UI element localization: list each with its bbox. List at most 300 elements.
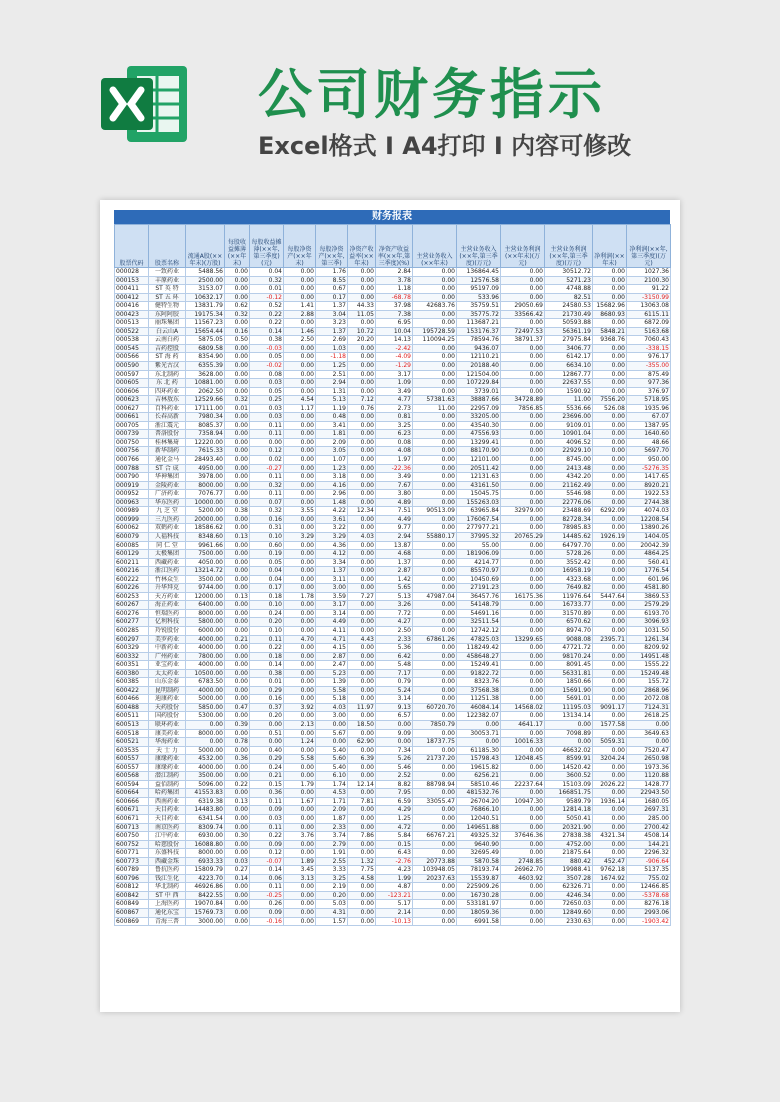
value-cell[interactable]: 4.87 — [376, 883, 413, 892]
value-cell[interactable]: 3.74 — [316, 832, 348, 841]
value-cell[interactable]: 0.00 — [593, 413, 627, 422]
stock-code-cell[interactable]: 600557 — [115, 755, 149, 764]
value-cell[interactable]: 6193.70 — [627, 609, 671, 618]
value-cell[interactable]: 0.00 — [284, 883, 316, 892]
stock-name-cell[interactable]: ST 五 环 — [149, 293, 186, 302]
value-cell[interactable]: 13890.26 — [627, 524, 671, 533]
value-cell[interactable]: 0.01 — [225, 404, 250, 413]
value-cell[interactable]: 0.00 — [593, 370, 627, 379]
value-cell[interactable]: 0.00 — [225, 712, 250, 721]
value-cell[interactable]: 0.20 — [250, 618, 284, 627]
value-cell[interactable]: 2.09 — [316, 438, 348, 447]
value-cell[interactable]: 0.00 — [376, 720, 413, 729]
value-cell[interactable]: 5728.26 — [545, 550, 593, 559]
value-cell[interactable]: 5.46 — [376, 763, 413, 772]
value-cell[interactable]: 0.00 — [413, 729, 457, 738]
value-cell[interactable]: 2.84 — [376, 268, 413, 277]
value-cell[interactable]: 4.58 — [348, 874, 376, 883]
value-cell[interactable]: 3.92 — [284, 703, 316, 712]
value-cell[interactable]: 0.00 — [348, 430, 376, 439]
value-cell[interactable]: 5546.98 — [545, 490, 593, 499]
value-cell[interactable]: 3.04 — [316, 310, 348, 319]
value-cell[interactable]: 0.00 — [413, 438, 457, 447]
value-cell[interactable]: 1261.34 — [627, 635, 671, 644]
value-cell[interactable]: 0.17 — [316, 293, 348, 302]
value-cell[interactable]: 0.00 — [413, 515, 457, 524]
stock-code-cell[interactable]: 600796 — [115, 874, 149, 883]
value-cell[interactable]: 0.00 — [413, 430, 457, 439]
value-cell[interactable]: 1.46 — [284, 327, 316, 336]
value-cell[interactable]: 4.03 — [316, 703, 348, 712]
value-cell[interactable]: 0.00 — [348, 823, 376, 832]
value-cell[interactable]: 2.87 — [316, 652, 348, 661]
value-cell[interactable]: 122382.07 — [457, 712, 501, 721]
stock-name-cell[interactable]: 天目药业 — [149, 815, 186, 824]
value-cell[interactable]: 26704.20 — [457, 797, 501, 806]
value-cell[interactable]: 8091.45 — [545, 661, 593, 670]
value-cell[interactable]: 0.00 — [413, 447, 457, 456]
value-cell[interactable]: 57381.63 — [413, 396, 457, 405]
value-cell[interactable]: 4.43 — [348, 635, 376, 644]
stock-name-cell[interactable]: 云南白药 — [149, 336, 186, 345]
value-cell[interactable]: 22929.10 — [545, 447, 593, 456]
value-cell[interactable]: 0.20 — [250, 712, 284, 721]
value-cell[interactable]: 0.00 — [284, 626, 316, 635]
value-cell[interactable]: 16088.80 — [186, 840, 225, 849]
value-cell[interactable]: 0.00 — [413, 370, 457, 379]
value-cell[interactable]: 0.00 — [593, 567, 627, 576]
value-cell[interactable]: 18737.75 — [413, 738, 457, 747]
value-cell[interactable]: 0.00 — [225, 849, 250, 858]
value-cell[interactable]: 0.00 — [593, 285, 627, 294]
value-cell[interactable]: -338.15 — [627, 344, 671, 353]
value-cell[interactable]: 5.40 — [316, 746, 348, 755]
value-cell[interactable]: 153176.37 — [457, 327, 501, 336]
stock-code-cell[interactable]: 000919 — [115, 481, 149, 490]
value-cell[interactable]: 4246.34 — [545, 891, 593, 900]
value-cell[interactable]: 11.05 — [348, 310, 376, 319]
value-cell[interactable]: 0.14 — [250, 866, 284, 875]
value-cell[interactable]: 5.26 — [376, 755, 413, 764]
value-cell[interactable]: 0.00 — [413, 883, 457, 892]
value-cell[interactable]: 3.49 — [376, 473, 413, 482]
stock-code-cell[interactable]: 000412 — [115, 293, 149, 302]
value-cell[interactable]: -1903.42 — [627, 917, 671, 926]
value-cell[interactable]: 2993.06 — [627, 909, 671, 918]
value-cell[interactable]: 110094.25 — [413, 336, 457, 345]
value-cell[interactable]: 4752.00 — [545, 840, 593, 849]
value-cell[interactable]: 0.00 — [284, 575, 316, 584]
value-cell[interactable]: 0.47 — [225, 703, 250, 712]
value-cell[interactable]: 0.00 — [348, 772, 376, 781]
value-cell[interactable]: 0.00 — [348, 789, 376, 798]
stock-code-cell[interactable]: 600752 — [115, 840, 149, 849]
value-cell[interactable]: 62.90 — [348, 738, 376, 747]
stock-name-cell[interactable]: 双鹤药业 — [149, 524, 186, 533]
value-cell[interactable]: 0.40 — [250, 746, 284, 755]
value-cell[interactable]: 0.00 — [225, 456, 250, 465]
value-cell[interactable]: 601.96 — [627, 575, 671, 584]
stock-name-cell[interactable]: 康缘药业 — [149, 755, 186, 764]
value-cell[interactable]: 0.00 — [457, 738, 501, 747]
stock-code-cell[interactable]: 000590 — [115, 362, 149, 371]
value-cell[interactable]: 0.00 — [413, 917, 457, 926]
stock-code-cell[interactable]: 000756 — [115, 447, 149, 456]
stock-name-cell[interactable]: 广济药业 — [149, 490, 186, 499]
value-cell[interactable]: 0.00 — [225, 498, 250, 507]
value-cell[interactable]: 0.00 — [348, 319, 376, 328]
value-cell[interactable]: 0.00 — [593, 840, 627, 849]
value-cell[interactable]: 1674.92 — [593, 874, 627, 883]
value-cell[interactable]: 3.61 — [316, 515, 348, 524]
value-cell[interactable]: 0.00 — [284, 746, 316, 755]
stock-code-cell[interactable]: 000411 — [115, 285, 149, 294]
value-cell[interactable]: 0.00 — [413, 498, 457, 507]
value-cell[interactable]: 58510.46 — [457, 780, 501, 789]
value-cell[interactable]: 22957.09 — [457, 404, 501, 413]
stock-name-cell[interactable]: 吉药控股 — [149, 344, 186, 353]
value-cell[interactable]: 8000.00 — [186, 481, 225, 490]
value-cell[interactable]: 4.11 — [316, 626, 348, 635]
value-cell[interactable]: 0.00 — [593, 729, 627, 738]
value-cell[interactable]: 4.08 — [376, 447, 413, 456]
value-cell[interactable]: 0.00 — [413, 379, 457, 388]
value-cell[interactable]: 12220.00 — [186, 438, 225, 447]
value-cell[interactable]: 0.00 — [348, 370, 376, 379]
value-cell[interactable]: 1.41 — [284, 302, 316, 311]
value-cell[interactable]: 3.00 — [316, 712, 348, 721]
value-cell[interactable]: 7500.00 — [186, 550, 225, 559]
value-cell[interactable]: 0.00 — [413, 900, 457, 909]
value-cell[interactable]: 0.00 — [501, 362, 545, 371]
value-cell[interactable]: 0.00 — [593, 524, 627, 533]
value-cell[interactable]: 9109.01 — [545, 421, 593, 430]
value-cell[interactable]: 4074.03 — [627, 507, 671, 516]
value-cell[interactable]: 0.38 — [250, 336, 284, 345]
value-cell[interactable]: 0.00 — [348, 652, 376, 661]
stock-name-cell[interactable]: 紫光古汉 — [149, 362, 186, 371]
stock-code-cell[interactable]: 600849 — [115, 900, 149, 909]
value-cell[interactable]: 3.29 — [284, 532, 316, 541]
value-cell[interactable]: 1027.36 — [627, 268, 671, 277]
value-cell[interactable]: 0.00 — [501, 550, 545, 559]
stock-code-cell[interactable]: 603535 — [115, 746, 149, 755]
value-cell[interactable]: 12576.58 — [457, 276, 501, 285]
value-cell[interactable]: 0.00 — [225, 678, 250, 687]
value-cell[interactable]: 55.00 — [457, 541, 501, 550]
value-cell[interactable]: 0.00 — [348, 524, 376, 533]
stock-code-cell[interactable]: 600511 — [115, 712, 149, 721]
value-cell[interactable]: 0.00 — [225, 276, 250, 285]
value-cell[interactable]: 12.14 — [348, 780, 376, 789]
value-cell[interactable]: 0.30 — [225, 832, 250, 841]
value-cell[interactable]: 0.00 — [593, 276, 627, 285]
value-cell[interactable]: 8.82 — [376, 780, 413, 789]
value-cell[interactable]: 2.09 — [316, 806, 348, 815]
value-cell[interactable]: 14485.62 — [545, 532, 593, 541]
stock-code-cell[interactable]: 600216 — [115, 567, 149, 576]
value-cell[interactable]: 8680.93 — [593, 310, 627, 319]
value-cell[interactable]: 49325.32 — [457, 832, 501, 841]
value-cell[interactable]: 1.18 — [376, 285, 413, 294]
value-cell[interactable]: 1.39 — [316, 678, 348, 687]
value-cell[interactable]: 0.00 — [348, 763, 376, 772]
value-cell[interactable]: 3.00 — [316, 584, 348, 593]
value-cell[interactable]: 62326.71 — [545, 883, 593, 892]
value-cell[interactable]: 0.00 — [413, 550, 457, 559]
value-cell[interactable]: 0.03 — [250, 404, 284, 413]
value-cell[interactable]: 0.22 — [250, 310, 284, 319]
stock-code-cell[interactable]: 600773 — [115, 857, 149, 866]
value-cell[interactable]: 88170.90 — [457, 447, 501, 456]
value-cell[interactable]: 5848.21 — [593, 327, 627, 336]
value-cell[interactable]: 0.00 — [225, 524, 250, 533]
value-cell[interactable]: 0.00 — [593, 652, 627, 661]
value-cell[interactable]: 11.00 — [413, 404, 457, 413]
value-cell[interactable]: 4.53 — [316, 789, 348, 798]
value-cell[interactable]: 78985.83 — [545, 524, 593, 533]
value-cell[interactable]: 11976.64 — [545, 592, 593, 601]
stock-code-cell[interactable]: 600267 — [115, 601, 149, 610]
value-cell[interactable]: 31570.89 — [545, 609, 593, 618]
value-cell[interactable]: 0.00 — [348, 413, 376, 422]
stock-name-cell[interactable]: 天目药业 — [149, 806, 186, 815]
value-cell[interactable]: 0.11 — [250, 635, 284, 644]
value-cell[interactable]: 4223.70 — [186, 874, 225, 883]
value-cell[interactable]: 0.00 — [593, 584, 627, 593]
value-cell[interactable]: 0.00 — [501, 678, 545, 687]
value-cell[interactable]: 0.00 — [186, 738, 225, 747]
stock-name-cell[interactable]: 华北制药 — [149, 883, 186, 892]
value-cell[interactable]: 285.00 — [627, 815, 671, 824]
value-cell[interactable]: 0.00 — [501, 293, 545, 302]
value-cell[interactable]: 5875.05 — [186, 336, 225, 345]
value-cell[interactable]: 0.00 — [225, 353, 250, 362]
value-cell[interactable]: 0.00 — [413, 609, 457, 618]
value-cell[interactable]: 37646.36 — [501, 832, 545, 841]
stock-code-cell[interactable]: 600521 — [115, 738, 149, 747]
stock-name-cell[interactable]: 东北制药 — [149, 370, 186, 379]
value-cell[interactable]: 0.00 — [225, 772, 250, 781]
value-cell[interactable]: 4.23 — [376, 866, 413, 875]
value-cell[interactable]: 0.00 — [225, 575, 250, 584]
value-cell[interactable]: 10901.04 — [545, 430, 593, 439]
value-cell[interactable]: 7.38 — [376, 310, 413, 319]
value-cell[interactable]: 16175.36 — [501, 592, 545, 601]
value-cell[interactable]: 61185.30 — [457, 746, 501, 755]
stock-code-cell[interactable]: 600812 — [115, 883, 149, 892]
value-cell[interactable]: 0.00 — [348, 362, 376, 371]
value-cell[interactable]: 0.32 — [250, 481, 284, 490]
value-cell[interactable]: 0.00 — [225, 917, 250, 926]
value-cell[interactable]: 4.49 — [376, 515, 413, 524]
value-cell[interactable]: 5300.00 — [186, 712, 225, 721]
value-cell[interactable]: 5000.00 — [186, 695, 225, 704]
value-cell[interactable]: 0.16 — [225, 327, 250, 336]
value-cell[interactable]: 0.00 — [284, 447, 316, 456]
value-cell[interactable]: 0.03 — [250, 379, 284, 388]
value-cell[interactable]: 13063.08 — [627, 302, 671, 311]
stock-name-cell[interactable]: 青海三普 — [149, 917, 186, 926]
value-cell[interactable]: 0.00 — [593, 806, 627, 815]
value-cell[interactable]: 0.00 — [348, 815, 376, 824]
stock-code-cell[interactable]: 000513 — [115, 319, 149, 328]
value-cell[interactable]: 0.00 — [413, 746, 457, 755]
value-cell[interactable]: 21737.20 — [413, 755, 457, 764]
value-cell[interactable]: 12131.63 — [457, 473, 501, 482]
value-cell[interactable]: 0.00 — [413, 815, 457, 824]
value-cell[interactable]: 10881.00 — [186, 379, 225, 388]
value-cell[interactable]: 0.00 — [501, 686, 545, 695]
value-cell[interactable]: 0.00 — [413, 567, 457, 576]
value-cell[interactable]: 14520.42 — [545, 763, 593, 772]
value-cell[interactable]: 0.00 — [501, 387, 545, 396]
value-cell[interactable]: 1.76 — [316, 268, 348, 277]
value-cell[interactable]: 0.32 — [250, 276, 284, 285]
value-cell[interactable]: 0.00 — [413, 344, 457, 353]
stock-name-cell[interactable]: 天 士 力 — [149, 746, 186, 755]
value-cell[interactable]: 5271.23 — [545, 276, 593, 285]
value-cell[interactable]: 2026.22 — [593, 780, 627, 789]
value-cell[interactable]: 0.00 — [284, 379, 316, 388]
value-cell[interactable]: 67.07 — [627, 413, 671, 422]
value-cell[interactable]: 0.00 — [348, 550, 376, 559]
value-cell[interactable]: 0.01 — [250, 678, 284, 687]
stock-code-cell[interactable]: 600129 — [115, 550, 149, 559]
value-cell[interactable]: 0.00 — [284, 917, 316, 926]
value-cell[interactable]: 0.00 — [593, 917, 627, 926]
value-cell[interactable]: 12814.18 — [545, 806, 593, 815]
value-cell[interactable]: 0.15 — [376, 840, 413, 849]
value-cell[interactable]: 23696.00 — [545, 413, 593, 422]
value-cell[interactable]: 1.79 — [284, 780, 316, 789]
value-cell[interactable]: 0.00 — [225, 387, 250, 396]
value-cell[interactable]: 0.00 — [413, 763, 457, 772]
value-cell[interactable]: 7.17 — [376, 669, 413, 678]
value-cell[interactable]: 1387.95 — [627, 421, 671, 430]
value-cell[interactable]: 225909.26 — [457, 883, 501, 892]
value-cell[interactable]: 0.00 — [284, 387, 316, 396]
value-cell[interactable]: 78594.76 — [457, 336, 501, 345]
value-cell[interactable]: 0.00 — [593, 815, 627, 824]
value-cell[interactable]: 0.22 — [250, 832, 284, 841]
value-cell[interactable]: 4.15 — [316, 644, 348, 653]
value-cell[interactable]: 0.00 — [284, 669, 316, 678]
value-cell[interactable]: 0.00 — [225, 430, 250, 439]
value-cell[interactable]: 0.00 — [413, 789, 457, 798]
value-cell[interactable]: 0.00 — [593, 712, 627, 721]
value-cell[interactable]: 0.00 — [348, 900, 376, 909]
value-cell[interactable]: 0.00 — [348, 626, 376, 635]
value-cell[interactable]: 3.11 — [316, 575, 348, 584]
value-cell[interactable]: 8422.55 — [186, 891, 225, 900]
value-cell[interactable]: 1.87 — [316, 815, 348, 824]
value-cell[interactable]: 15249.41 — [457, 661, 501, 670]
value-cell[interactable]: 5.24 — [376, 686, 413, 695]
value-cell[interactable]: 0.00 — [501, 661, 545, 670]
value-cell[interactable]: 15103.09 — [545, 780, 593, 789]
value-cell[interactable]: 3600.52 — [545, 772, 593, 781]
value-cell[interactable]: 19175.34 — [186, 310, 225, 319]
value-cell[interactable]: 0.00 — [593, 498, 627, 507]
stock-name-cell[interactable]: ST 英 特 — [149, 285, 186, 294]
value-cell[interactable]: 14568.02 — [501, 703, 545, 712]
value-cell[interactable]: 8085.37 — [186, 421, 225, 430]
stock-code-cell[interactable]: 000739 — [115, 430, 149, 439]
value-cell[interactable]: 0.10 — [250, 532, 284, 541]
value-cell[interactable]: 0.38 — [225, 507, 250, 516]
value-cell[interactable]: 0.00 — [413, 712, 457, 721]
value-cell[interactable]: -0.12 — [250, 293, 284, 302]
value-cell[interactable]: 22943.50 — [627, 789, 671, 798]
value-cell[interactable]: 4000.00 — [186, 661, 225, 670]
value-cell[interactable]: 5.03 — [316, 900, 348, 909]
value-cell[interactable]: 20042.39 — [627, 541, 671, 550]
value-cell[interactable]: 11567.23 — [186, 319, 225, 328]
value-cell[interactable]: 0.00 — [413, 652, 457, 661]
value-cell[interactable]: 195728.59 — [413, 327, 457, 336]
stock-name-cell[interactable]: 普洛股份 — [149, 430, 186, 439]
value-cell[interactable]: 4.36 — [316, 541, 348, 550]
value-cell[interactable]: 0.00 — [225, 550, 250, 559]
value-cell[interactable]: 8745.00 — [545, 456, 593, 465]
value-cell[interactable]: 7.51 — [376, 507, 413, 516]
value-cell[interactable]: 0.00 — [348, 729, 376, 738]
value-cell[interactable]: 0.00 — [593, 490, 627, 499]
value-cell[interactable]: 0.00 — [348, 344, 376, 353]
value-cell[interactable]: 0.06 — [250, 874, 284, 883]
value-cell[interactable]: 95197.09 — [457, 285, 501, 294]
value-cell[interactable]: 0.00 — [348, 806, 376, 815]
value-cell[interactable]: -10.13 — [376, 917, 413, 926]
value-cell[interactable]: 7800.00 — [186, 652, 225, 661]
value-cell[interactable]: 0.03 — [250, 413, 284, 422]
value-cell[interactable]: 0.00 — [501, 575, 545, 584]
value-cell[interactable]: 0.00 — [284, 891, 316, 900]
value-cell[interactable]: 3153.07 — [186, 285, 225, 294]
value-cell[interactable]: 0.00 — [348, 661, 376, 670]
value-cell[interactable]: 22776.06 — [545, 498, 593, 507]
value-cell[interactable]: 6.59 — [376, 797, 413, 806]
value-cell[interactable]: 0.00 — [593, 678, 627, 687]
value-cell[interactable]: -0.27 — [250, 464, 284, 473]
value-cell[interactable]: 37.98 — [376, 302, 413, 311]
value-cell[interactable]: 0.00 — [284, 652, 316, 661]
value-cell[interactable]: 5488.56 — [186, 268, 225, 277]
value-cell[interactable]: 0.00 — [593, 772, 627, 781]
value-cell[interactable]: 88798.94 — [413, 780, 457, 789]
value-cell[interactable]: 0.11 — [250, 823, 284, 832]
value-cell[interactable]: 0.00 — [348, 840, 376, 849]
value-cell[interactable]: 0.00 — [413, 823, 457, 832]
value-cell[interactable]: 0.01 — [250, 285, 284, 294]
value-cell[interactable]: 0.00 — [348, 268, 376, 277]
value-cell[interactable]: 13299.65 — [501, 635, 545, 644]
value-cell[interactable]: 0.15 — [250, 780, 284, 789]
value-cell[interactable]: 7980.34 — [186, 413, 225, 422]
value-cell[interactable]: 90513.09 — [413, 507, 457, 516]
value-cell[interactable]: 0.00 — [348, 909, 376, 918]
stock-name-cell[interactable]: 丰原药业 — [149, 276, 186, 285]
value-cell[interactable]: -0.16 — [250, 917, 284, 926]
value-cell[interactable]: 6.57 — [376, 712, 413, 721]
value-cell[interactable]: 0.00 — [545, 738, 593, 747]
value-cell[interactable]: 85570.97 — [457, 567, 501, 576]
value-cell[interactable]: 19988.41 — [545, 866, 593, 875]
value-cell[interactable]: 0.19 — [250, 550, 284, 559]
stock-code-cell[interactable]: 600276 — [115, 609, 149, 618]
value-cell[interactable]: 2650.98 — [627, 755, 671, 764]
